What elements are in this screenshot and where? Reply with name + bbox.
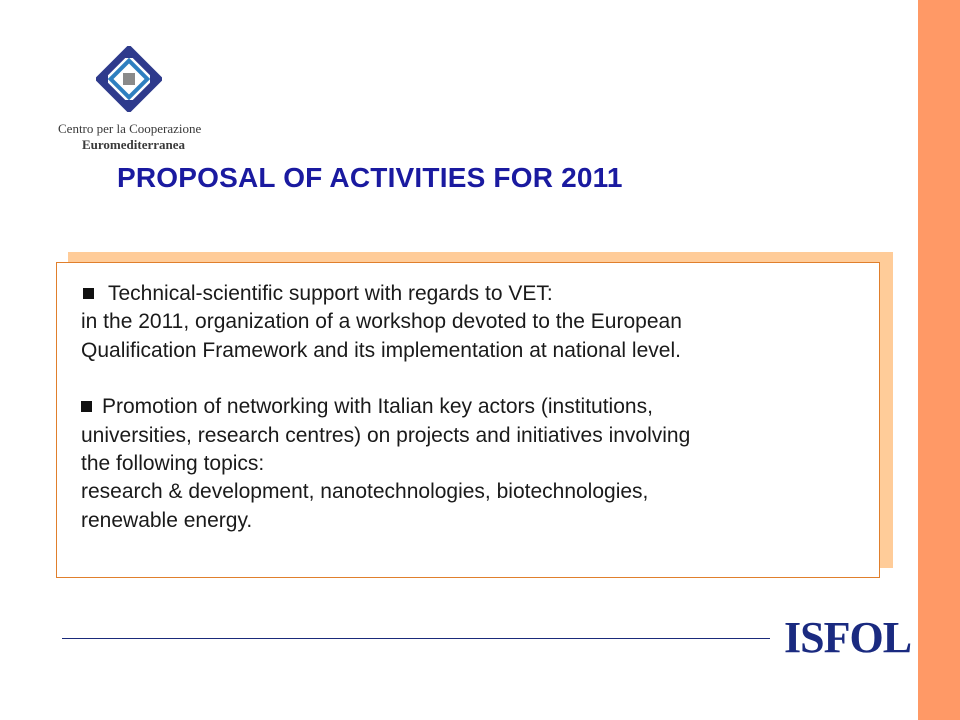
content-box <box>56 262 880 578</box>
item2-line1: universities, research centres) on projects and initiatives involving <box>81 423 691 447</box>
item1-line2: Qualification Framework and its implementation at national level. <box>81 338 681 362</box>
item1-line1: in the 2011, organization of a workshop devoted to the European <box>81 310 682 334</box>
item2-line4: renewable energy. <box>81 508 253 532</box>
logo-text-line1: Centro per la Cooperazione <box>58 121 202 136</box>
item2-line3: research & development, nanotechnologies, biotechnologies, <box>81 480 649 504</box>
bullet-item-2 <box>81 393 879 421</box>
item2-heading: Promotion of networking with Italian key actors (institutions, <box>102 395 653 419</box>
cooperation-centre-logo <box>58 42 228 152</box>
slide-title: PROPOSAL OF ACTIVITIES FOR 2011 <box>117 162 623 193</box>
item1-heading: Technical-scientific support with regards to VET: <box>108 282 553 305</box>
square-bullet-icon <box>81 401 92 412</box>
isfol-logo: ISFOL <box>784 613 912 662</box>
bullet-item-1 <box>81 280 879 308</box>
square-bullet-icon <box>83 288 94 299</box>
footer-divider <box>62 638 770 639</box>
logo-text-line2: Euromediterranea <box>82 137 186 152</box>
interlaced-diamond-icon <box>96 46 162 112</box>
side-accent-bar <box>918 0 960 720</box>
item2-line2: the following topics: <box>81 452 265 476</box>
